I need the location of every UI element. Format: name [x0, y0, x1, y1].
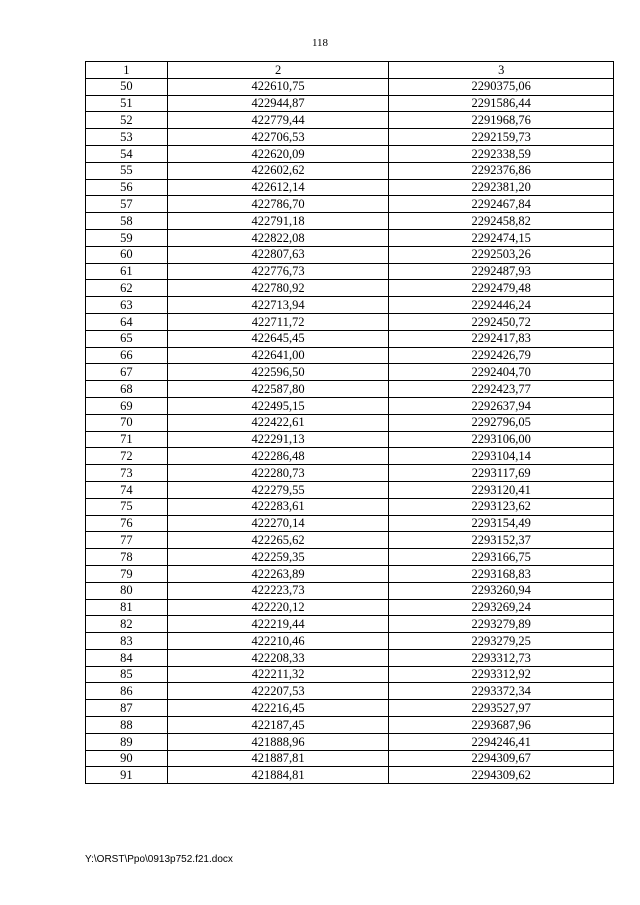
table-header-row [86, 62, 614, 79]
x-coordinate-cell: 422210,46 [167, 633, 389, 650]
x-coordinate-cell: 422779,44 [167, 112, 389, 129]
table-row [86, 599, 614, 616]
y-coordinate-cell: 2294309,62 [389, 767, 614, 784]
point-number-cell: 85 [86, 666, 168, 683]
y-coordinate-cell: 2293312,92 [389, 666, 614, 683]
table-row [86, 465, 614, 482]
point-number-cell: 61 [86, 263, 168, 280]
x-coordinate-cell: 422207,53 [167, 683, 389, 700]
y-coordinate-cell: 2293687,96 [389, 717, 614, 734]
y-coordinate-cell: 2292796,05 [389, 414, 614, 431]
y-coordinate-cell: 2292637,94 [389, 397, 614, 414]
point-number-cell: 67 [86, 364, 168, 381]
x-coordinate-cell: 422645,45 [167, 330, 389, 347]
table-row [86, 112, 614, 129]
point-number-cell: 59 [86, 229, 168, 246]
x-coordinate-cell: 422713,94 [167, 297, 389, 314]
x-coordinate-cell: 422219,44 [167, 616, 389, 633]
x-coordinate-cell: 422286,48 [167, 448, 389, 465]
y-coordinate-cell: 2292446,24 [389, 297, 614, 314]
table-row [86, 733, 614, 750]
point-number-cell: 52 [86, 112, 168, 129]
point-number-cell: 54 [86, 145, 168, 162]
table-row [86, 683, 614, 700]
y-coordinate-cell: 2292159,73 [389, 129, 614, 146]
point-number-cell: 74 [86, 481, 168, 498]
table-row [86, 414, 614, 431]
y-coordinate-cell: 2292381,20 [389, 179, 614, 196]
x-coordinate-cell: 422265,62 [167, 532, 389, 549]
table-row [86, 313, 614, 330]
table-row [86, 431, 614, 448]
point-number-cell: 73 [86, 465, 168, 482]
y-coordinate-cell: 2292458,82 [389, 213, 614, 230]
y-coordinate-cell: 2290375,06 [389, 78, 614, 95]
x-coordinate-cell: 422822,08 [167, 229, 389, 246]
point-number-cell: 68 [86, 381, 168, 398]
point-number-cell: 75 [86, 498, 168, 515]
table-row [86, 717, 614, 734]
point-number-cell: 88 [86, 717, 168, 734]
x-coordinate-cell: 422211,32 [167, 666, 389, 683]
y-coordinate-cell: 2293260,94 [389, 582, 614, 599]
x-coordinate-cell: 422279,55 [167, 481, 389, 498]
x-coordinate-cell: 422596,50 [167, 364, 389, 381]
x-coordinate-cell: 421887,81 [167, 750, 389, 767]
x-coordinate-cell: 422216,45 [167, 700, 389, 717]
point-number-cell: 64 [86, 313, 168, 330]
x-coordinate-cell: 422220,12 [167, 599, 389, 616]
x-coordinate-cell: 422620,09 [167, 145, 389, 162]
table-row [86, 633, 614, 650]
table-row [86, 95, 614, 112]
table-row [86, 263, 614, 280]
point-number-cell: 66 [86, 347, 168, 364]
y-coordinate-cell: 2293166,75 [389, 549, 614, 566]
point-number-cell: 87 [86, 700, 168, 717]
point-number-cell: 56 [86, 179, 168, 196]
table-row [86, 280, 614, 297]
x-coordinate-cell: 422587,80 [167, 381, 389, 398]
y-coordinate-cell: 2293279,89 [389, 616, 614, 633]
x-coordinate-cell: 422602,62 [167, 162, 389, 179]
x-coordinate-cell: 422612,14 [167, 179, 389, 196]
table-row [86, 381, 614, 398]
point-number-cell: 83 [86, 633, 168, 650]
table-row [86, 666, 614, 683]
point-number-cell: 86 [86, 683, 168, 700]
point-number-cell: 78 [86, 549, 168, 566]
y-coordinate-cell: 2292503,26 [389, 246, 614, 263]
table-row [86, 229, 614, 246]
x-coordinate-cell: 422610,75 [167, 78, 389, 95]
point-number-cell: 57 [86, 196, 168, 213]
point-number-cell: 90 [86, 750, 168, 767]
x-coordinate-cell: 422791,18 [167, 213, 389, 230]
point-number-cell: 69 [86, 397, 168, 414]
point-number-cell: 89 [86, 733, 168, 750]
point-number-cell: 55 [86, 162, 168, 179]
table-row [86, 767, 614, 784]
table-row [86, 145, 614, 162]
y-coordinate-cell: 2293527,97 [389, 700, 614, 717]
table-row [86, 213, 614, 230]
table-row [86, 750, 614, 767]
y-coordinate-cell: 2293168,83 [389, 565, 614, 582]
x-coordinate-cell: 422280,73 [167, 465, 389, 482]
x-coordinate-cell: 422944,87 [167, 95, 389, 112]
x-coordinate-cell: 422786,70 [167, 196, 389, 213]
table-row [86, 179, 614, 196]
point-number-cell: 70 [86, 414, 168, 431]
y-coordinate-cell: 2293117,69 [389, 465, 614, 482]
y-coordinate-cell: 2293312,73 [389, 649, 614, 666]
x-coordinate-cell: 422776,73 [167, 263, 389, 280]
x-coordinate-cell: 422807,63 [167, 246, 389, 263]
y-coordinate-cell: 2293104,14 [389, 448, 614, 465]
point-number-cell: 71 [86, 431, 168, 448]
table-row [86, 297, 614, 314]
table-row [86, 162, 614, 179]
x-coordinate-cell: 422641,00 [167, 347, 389, 364]
x-coordinate-cell: 422711,72 [167, 313, 389, 330]
y-coordinate-cell: 2294246,41 [389, 733, 614, 750]
point-number-cell: 65 [86, 330, 168, 347]
y-coordinate-cell: 2292426,79 [389, 347, 614, 364]
point-number-cell: 80 [86, 582, 168, 599]
column-header: 1 [86, 62, 168, 79]
y-coordinate-cell: 2292423,77 [389, 381, 614, 398]
x-coordinate-cell: 422780,92 [167, 280, 389, 297]
y-coordinate-cell: 2293372,34 [389, 683, 614, 700]
page-number: 118 [311, 37, 329, 49]
table-row [86, 515, 614, 532]
x-coordinate-cell: 422706,53 [167, 129, 389, 146]
point-number-cell: 58 [86, 213, 168, 230]
table-row [86, 532, 614, 549]
table-row [86, 565, 614, 582]
y-coordinate-cell: 2292417,83 [389, 330, 614, 347]
table-row [86, 330, 614, 347]
y-coordinate-cell: 2292338,59 [389, 145, 614, 162]
table-row [86, 347, 614, 364]
x-coordinate-cell: 422263,89 [167, 565, 389, 582]
point-number-cell: 50 [86, 78, 168, 95]
y-coordinate-cell: 2293154,49 [389, 515, 614, 532]
y-coordinate-cell: 2293152,37 [389, 532, 614, 549]
point-number-cell: 63 [86, 297, 168, 314]
x-coordinate-cell: 422187,45 [167, 717, 389, 734]
point-number-cell: 53 [86, 129, 168, 146]
table-row [86, 498, 614, 515]
y-coordinate-cell: 2293123,62 [389, 498, 614, 515]
table-row [86, 129, 614, 146]
table-row [86, 364, 614, 381]
coordinates-table [85, 61, 614, 784]
y-coordinate-cell: 2292450,72 [389, 313, 614, 330]
point-number-cell: 72 [86, 448, 168, 465]
x-coordinate-cell: 422223,73 [167, 582, 389, 599]
table-row [86, 700, 614, 717]
point-number-cell: 62 [86, 280, 168, 297]
point-number-cell: 84 [86, 649, 168, 666]
y-coordinate-cell: 2292479,48 [389, 280, 614, 297]
x-coordinate-cell: 422495,15 [167, 397, 389, 414]
y-coordinate-cell: 2293106,00 [389, 431, 614, 448]
y-coordinate-cell: 2291586,44 [389, 95, 614, 112]
table-row [86, 448, 614, 465]
table-row [86, 549, 614, 566]
table-row [86, 481, 614, 498]
x-coordinate-cell: 421888,96 [167, 733, 389, 750]
table-row [86, 246, 614, 263]
table-row [86, 582, 614, 599]
x-coordinate-cell: 422422,61 [167, 414, 389, 431]
point-number-cell: 76 [86, 515, 168, 532]
y-coordinate-cell: 2292474,15 [389, 229, 614, 246]
table-row [86, 649, 614, 666]
table-row [86, 616, 614, 633]
table-row [86, 196, 614, 213]
y-coordinate-cell: 2291968,76 [389, 112, 614, 129]
y-coordinate-cell: 2292404,70 [389, 364, 614, 381]
x-coordinate-cell: 421884,81 [167, 767, 389, 784]
point-number-cell: 77 [86, 532, 168, 549]
y-coordinate-cell: 2294309,67 [389, 750, 614, 767]
footer-file-path: Y:\ORST\Ppo\0913p752.f21.docx [85, 854, 233, 865]
x-coordinate-cell: 422208,33 [167, 649, 389, 666]
point-number-cell: 60 [86, 246, 168, 263]
table-body [86, 78, 614, 783]
x-coordinate-cell: 422270,14 [167, 515, 389, 532]
point-number-cell: 51 [86, 95, 168, 112]
x-coordinate-cell: 422259,35 [167, 549, 389, 566]
point-number-cell: 79 [86, 565, 168, 582]
y-coordinate-cell: 2292487,93 [389, 263, 614, 280]
point-number-cell: 82 [86, 616, 168, 633]
column-header: 2 [167, 62, 389, 79]
x-coordinate-cell: 422283,61 [167, 498, 389, 515]
y-coordinate-cell: 2293269,24 [389, 599, 614, 616]
column-header: 3 [389, 62, 614, 79]
y-coordinate-cell: 2292376,86 [389, 162, 614, 179]
y-coordinate-cell: 2293279,25 [389, 633, 614, 650]
table-row [86, 78, 614, 95]
table-row [86, 397, 614, 414]
y-coordinate-cell: 2293120,41 [389, 481, 614, 498]
y-coordinate-cell: 2292467,84 [389, 196, 614, 213]
point-number-cell: 81 [86, 599, 168, 616]
point-number-cell: 91 [86, 767, 168, 784]
x-coordinate-cell: 422291,13 [167, 431, 389, 448]
